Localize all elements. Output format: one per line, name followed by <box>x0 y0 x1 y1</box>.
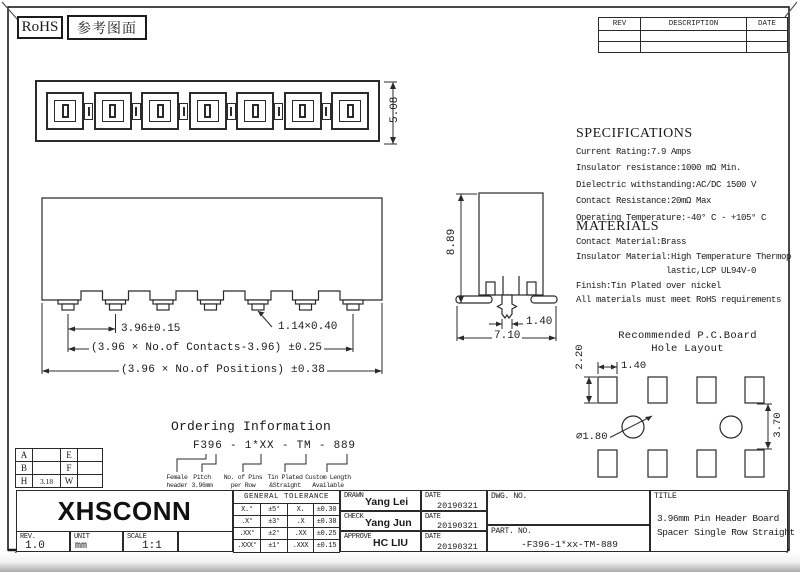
size-cell <box>33 462 61 475</box>
ordering-label-pins-per-row <box>220 474 266 489</box>
socket-contact <box>189 92 227 130</box>
size-table <box>15 448 103 488</box>
tol-cell: .X° <box>234 516 261 528</box>
revision-row-cell <box>641 31 747 42</box>
socket-contact <box>46 92 84 130</box>
unit-cell <box>70 531 123 552</box>
side-view <box>456 193 557 318</box>
revision-col-date: DATE <box>747 18 788 31</box>
tol-cell: .X <box>288 516 314 528</box>
tol-cell: ±5° <box>261 504 288 516</box>
tol-cell: ±0.38 <box>314 516 340 528</box>
dim-pin-cross: 1.14×0.40 <box>278 321 338 333</box>
rev-label: REV. <box>20 533 36 541</box>
size-cell: A <box>16 449 33 462</box>
ordering-label-line: No. of Pins <box>223 474 263 481</box>
size-cell: 3.18 <box>33 475 61 488</box>
drawing-title-line1: 3.96mm Pin Header Board <box>657 513 779 524</box>
date-label: DATE <box>425 492 441 500</box>
slot <box>227 103 236 120</box>
spec-line: Contact Resistance:20mΩ Max <box>576 196 712 206</box>
approve-label: APPROVE <box>344 533 372 541</box>
unit-label: UNIT <box>74 533 90 541</box>
part-no-value: -F396-1*xx-TM-889 <box>521 539 618 550</box>
revision-row-cell <box>599 31 641 42</box>
date-label: DATE <box>425 513 441 521</box>
revision-row-cell <box>599 42 641 53</box>
drawn-date-cell <box>421 490 487 511</box>
dim-hole-row-gap: 3.70 <box>772 412 784 438</box>
title-cell <box>650 490 795 552</box>
approve-cell <box>340 531 421 552</box>
revision-col-rev: REV <box>599 18 641 31</box>
dim-contacts-formula: (3.96 × No.of Contacts-3.96) ±0.25 <box>91 342 323 354</box>
hole-layout <box>598 377 764 477</box>
size-cell: H <box>16 475 33 488</box>
hole-layout-title-line1: Recommended P.C.Board <box>618 330 757 342</box>
date-label: DATE <box>425 533 441 541</box>
projection-symbol-cell <box>178 531 233 552</box>
check-date-cell <box>421 511 487 531</box>
ordering-label-custom-length <box>302 474 354 489</box>
tol-cell: X. <box>288 504 314 516</box>
revision-row-cell <box>747 42 788 53</box>
tol-cell: ±0.15 <box>314 540 340 553</box>
ordering-label-line: per Row <box>230 481 256 489</box>
tol-cell: ±2° <box>261 528 288 540</box>
tol-cell: ±3° <box>261 516 288 528</box>
company-logo: XHSCONN <box>57 495 192 526</box>
dim-hole-rect-height: 2.20 <box>574 344 586 370</box>
tol-cell: .XX° <box>234 528 261 540</box>
revision-col-description: DESCRIPTION <box>641 18 747 31</box>
material-line: lastic,LCP UL94V-0 <box>666 266 757 276</box>
dim-pitch: 3.96±0.15 <box>121 323 181 335</box>
slot <box>132 103 141 120</box>
revision-table <box>598 17 788 53</box>
scale-cell <box>123 531 178 552</box>
dim-top-height: 5.08 <box>389 96 401 123</box>
ordering-label-line: &Straight <box>269 481 301 489</box>
rev-value: 1.0 <box>25 540 45 552</box>
socket-contact <box>284 92 322 130</box>
material-line: Contact Material:Brass <box>576 237 687 247</box>
company-logo-cell <box>16 490 233 532</box>
socket-contact <box>94 92 132 130</box>
scale-value: 1:1 <box>142 540 162 552</box>
dim-positions-formula: (3.96 × No.of Positions) ±0.38 <box>121 364 326 376</box>
drawing-title-line2: Spacer Single Row Straight <box>657 527 795 538</box>
title-label: TITLE <box>654 492 677 501</box>
ordering-label-line: Female <box>166 474 188 481</box>
dim-side-total-width: 7.10 <box>494 330 521 342</box>
tol-cell: .XXX <box>288 540 314 553</box>
ordering-label-line: header <box>166 481 188 489</box>
part-no-cell <box>487 525 650 552</box>
dim-side-pin-width: 1.40 <box>526 316 553 328</box>
approve-date: 20190321 <box>437 542 478 552</box>
tolerance-table <box>233 490 340 553</box>
part-no-label: PART. NO. <box>491 527 532 536</box>
scale-label: SCALE <box>127 533 147 541</box>
ordering-connectors <box>177 454 347 472</box>
size-cell <box>78 462 103 475</box>
tolerance-header: GENERAL TOLERANCE <box>234 491 340 504</box>
hole-layout-title-line2: Hole Layout <box>651 343 724 355</box>
check-cell <box>340 511 421 531</box>
ordering-label-line: Tin Plated <box>267 474 303 481</box>
hole-layout-dimensions <box>584 362 772 449</box>
ordering-label-line: 3.96mm <box>191 481 213 489</box>
slot <box>179 103 188 120</box>
tol-cell: ±1° <box>261 540 288 553</box>
material-line: Finish:Tin Plated over nickel <box>576 281 722 291</box>
drawn-name: Yang Lei <box>365 496 409 508</box>
tol-cell: .XXX° <box>234 540 261 553</box>
front-view <box>42 198 382 310</box>
check-name: Yang Jun <box>365 517 412 529</box>
approve-date-cell <box>421 531 487 552</box>
tol-cell: ±0.30 <box>314 504 340 516</box>
drawn-label: DRAWN <box>344 492 364 500</box>
check-label: CHECK <box>344 513 364 521</box>
size-cell <box>78 449 103 462</box>
dim-side-height: 8.89 <box>446 228 458 256</box>
reference-drawing-badge: 参考图面 <box>67 15 147 40</box>
spec-line: Operating Temperature:-40° C - +105° C <box>576 213 767 223</box>
dwg-no-cell <box>487 490 650 525</box>
ordering-part-number: F396 - 1*XX - TM - 889 <box>193 440 356 452</box>
socket-contact <box>331 92 369 130</box>
revision-row-cell <box>747 31 788 42</box>
ordering-title: Ordering Information <box>171 419 332 434</box>
spec-line: Dielectric withstanding:AC/DC 1500 V <box>576 180 757 190</box>
unit-value: mm <box>75 541 88 552</box>
rohs-badge: RoHS <box>17 16 63 39</box>
drawn-date: 20190321 <box>437 501 478 511</box>
ordering-label-line: Pitch <box>193 474 211 481</box>
scan-edge-shadow <box>0 553 800 572</box>
top-view <box>35 80 380 142</box>
tol-cell: X.° <box>234 504 261 516</box>
slot <box>322 103 331 120</box>
spec-line: Insulator resistance:1000 mΩ Min. <box>576 163 742 173</box>
approve-name: HC LIU <box>373 537 408 549</box>
size-cell <box>78 475 103 488</box>
size-cell: W <box>61 475 78 488</box>
check-date: 20190321 <box>437 521 478 531</box>
specifications-title: SPECIFICATIONS <box>576 126 693 141</box>
revision-row-cell <box>641 42 747 53</box>
size-cell <box>33 449 61 462</box>
spec-line: Current Rating:7.9 Amps <box>576 147 692 157</box>
size-cell: B <box>16 462 33 475</box>
dwg-no-label: DWG. NO. <box>491 492 528 501</box>
size-cell: F <box>61 462 78 475</box>
materials-title: MATERIALS <box>576 219 660 234</box>
dim-hole-diameter: ⌀1.80 <box>576 431 608 443</box>
ordering-label-pitch <box>183 474 221 489</box>
ordering-label-line: Available <box>312 481 344 489</box>
tol-cell: ±0.25 <box>314 528 340 540</box>
socket-contact <box>141 92 179 130</box>
material-line: Insulator Material:High Temperature Thermop <box>576 252 792 262</box>
slot <box>84 103 93 120</box>
rev-cell <box>16 531 70 552</box>
socket-contact <box>236 92 274 130</box>
dim-hole-rect-width: 1.40 <box>621 360 647 372</box>
slot <box>274 103 283 120</box>
drawn-cell <box>340 490 421 511</box>
material-line: All materials must meet RoHS requirements <box>576 295 782 305</box>
ordering-label-line: Custom Length <box>305 474 351 481</box>
tol-cell: .XX <box>288 528 314 540</box>
size-cell: E <box>61 449 78 462</box>
